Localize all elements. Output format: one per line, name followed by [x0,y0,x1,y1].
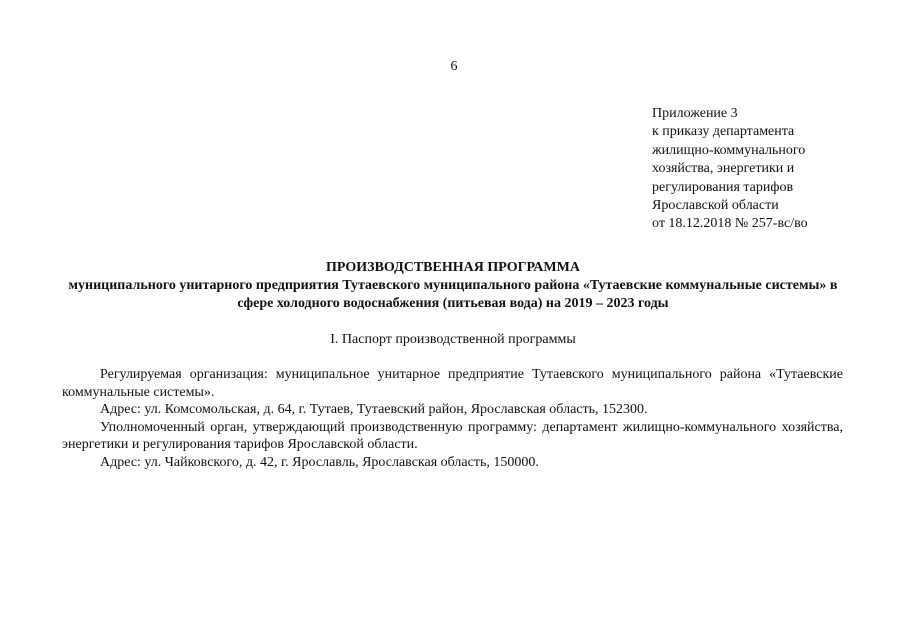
appendix-line: хозяйства, энергетики и [652,161,795,177]
title-main: ПРОИЗВОДСТВЕННАЯ ПРОГРАММА [326,260,580,275]
appendix-line: Ярославской области [652,198,779,214]
body-text [62,366,843,472]
paragraph-authorized-body-address: Адрес: ул. Чайковского, д. 42, г. Ярославль, Ярославская область, 150000. [100,454,539,470]
appendix-line: Приложение 3 [652,106,738,121]
appendix-line: регулирования тарифов [652,179,794,195]
section-title: I. Паспорт производственной программы [330,332,576,347]
document-title [60,258,846,313]
appendix-block [652,105,892,234]
appendix-line: к приказу департамента [652,124,795,140]
appendix-line: жилищно-коммунального [652,142,806,158]
paragraph-organization-address: Адрес: ул. Комсомольская, д. 64, г. Тутаев, Тутаевский район, Ярославская область, 152300. [100,402,648,418]
page-number: 6 [450,59,458,74]
paragraph-regulated-organization: Регулируемая организация: муниципальное унитарное предприятие Тутаевского муниципального района «Тутаевские коммунальные системы». [62,367,843,400]
paragraph-authorized-body: Уполномоченный орган, утверждающий производственную программу: департамент жилищно-коммунального хозяйства, энергетики и регулирования тарифов Ярославской области. [62,419,843,453]
title-subtitle: муниципального унитарного предприятия Тутаевского муниципального района «Тутаевские коммунальные системы» в сфере холодного водоснабжения (питьевая вода) на 2019 – 2023 годы [68,278,838,311]
appendix-line: от 18.12.2018 № 257-вс/во [652,216,808,232]
